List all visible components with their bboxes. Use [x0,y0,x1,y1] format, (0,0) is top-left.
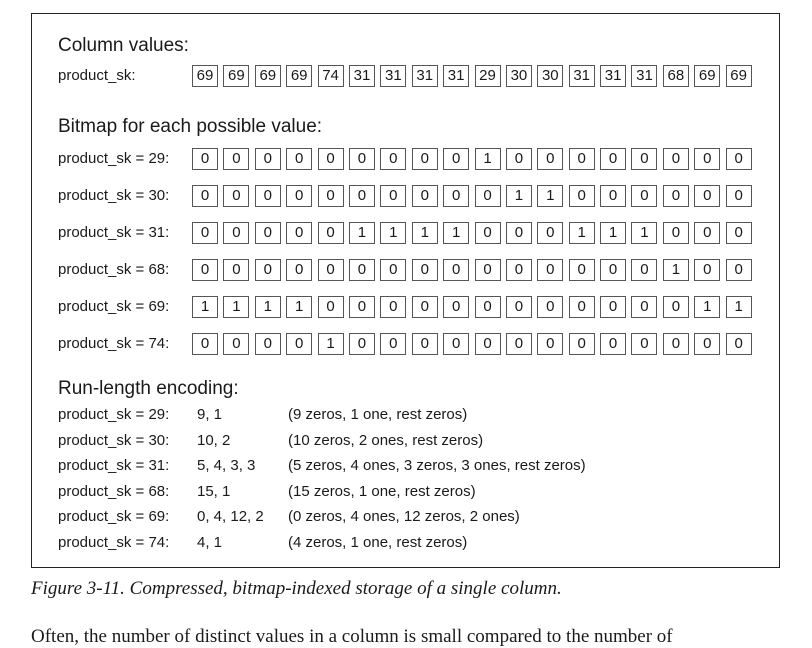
bitmap-cell: 0 [506,259,532,281]
bitmap-cell: 0 [600,333,626,355]
bitmap-cell: 0 [726,259,752,281]
bitmap-cell: 0 [192,185,218,207]
bitmap-cell: 0 [631,185,657,207]
bitmap-cell: 0 [537,222,563,244]
bitmap-cell: 0 [380,259,406,281]
bitmap-cell: 0 [569,333,595,355]
bitmap-cell: 0 [412,296,438,318]
rle-row-description: (10 zeros, 2 ones, rest zeros) [288,431,484,449]
bitmap-cell: 0 [726,222,752,244]
bitmap-cell: 0 [380,148,406,170]
bitmap-cell: 0 [475,333,501,355]
bitmap-cell: 0 [506,222,532,244]
bitmap-cell: 0 [694,185,720,207]
bitmap-cell: 0 [349,148,375,170]
figure-frame [31,13,780,568]
bitmap-cell: 0 [694,148,720,170]
bitmap-row-cells [192,148,757,170]
rle-row-label: product_sk = 30: [58,431,170,449]
bitmap-cell: 0 [223,259,249,281]
column-value-cell: 31 [380,65,406,87]
bitmap-row-cells [192,259,757,281]
column-value-cell: 29 [475,65,501,87]
bitmap-cell: 0 [537,296,563,318]
bitmap-row-label: product_sk = 30: [58,187,170,204]
bitmap-cell: 1 [412,222,438,244]
rle-row-label: product_sk = 74: [58,534,170,551]
bitmap-cell: 0 [569,259,595,281]
bitmap-row-cells [192,296,757,318]
column-value-cell: 69 [726,65,752,87]
bitmap-row-label: product_sk = 74: [58,335,170,352]
bitmap-cell: 0 [506,296,532,318]
bitmap-cell: 0 [349,259,375,281]
bitmap-cell: 0 [412,148,438,170]
rle-row-label: product_sk = 31: [58,457,170,475]
column-value-cell: 74 [318,65,344,87]
bitmap-cell: 0 [318,222,344,244]
column-value-cell: 31 [600,65,626,87]
bitmap-cell: 0 [192,259,218,281]
bitmap-cell: 0 [255,148,281,170]
bitmap-cell: 0 [349,185,375,207]
bitmap-cell: 0 [569,148,595,170]
bitmap-cell: 0 [631,296,657,318]
bitmap-cell: 0 [537,148,563,170]
bitmap-cell: 0 [475,259,501,281]
bitmap-row-label: product_sk = 31: [58,224,170,241]
bitmap-cell: 0 [255,259,281,281]
body-text: Often, the number of distinct values in a column is small compared to the number of [31,626,673,647]
bitmap-row-cells [192,333,757,355]
rle-row-code: 4, 1 [197,534,223,551]
bitmap-row-label: product_sk = 29: [58,150,170,167]
bitmap-cell: 0 [506,148,532,170]
bitmap-cell: 0 [663,222,689,244]
bitmap-cell: 1 [475,148,501,170]
bitmap-cell: 0 [663,148,689,170]
bitmap-cell: 0 [443,148,469,170]
rle-row-description: (5 zeros, 4 ones, 3 zeros, 3 ones, rest zeros) [288,457,586,475]
column-values-label: product_sk: [58,67,136,84]
column-value-cell: 31 [569,65,595,87]
rle-row-description: (4 zeros, 1 one, rest zeros) [288,534,468,551]
bitmap-cell: 0 [286,185,312,207]
bitmap-cell: 0 [443,259,469,281]
bitmap-cell: 0 [412,259,438,281]
bitmap-cell: 0 [412,333,438,355]
bitmap-cell: 0 [223,333,249,355]
column-value-cell: 69 [286,65,312,87]
bitmap-cell: 0 [349,333,375,355]
bitmap-cell: 1 [569,222,595,244]
bitmap-cell: 1 [380,222,406,244]
column-value-cell: 69 [255,65,281,87]
bitmap-cell: 0 [380,185,406,207]
bitmap-cell: 1 [255,296,281,318]
bitmap-cell: 0 [443,333,469,355]
column-value-cell: 31 [443,65,469,87]
bitmap-cell: 0 [726,148,752,170]
bitmap-cell: 0 [663,296,689,318]
column-value-cell: 69 [192,65,218,87]
bitmap-cell: 0 [631,148,657,170]
bitmap-cell: 0 [569,296,595,318]
rle-row-label: product_sk = 69: [58,508,170,526]
bitmap-cell: 1 [726,296,752,318]
bitmap-cell: 0 [223,148,249,170]
column-value-cell: 69 [694,65,720,87]
bitmap-cell: 0 [475,296,501,318]
rle-heading: Run-length encoding: [58,378,239,399]
bitmap-cell: 0 [223,185,249,207]
bitmap-cell: 1 [694,296,720,318]
bitmap-cell: 0 [443,296,469,318]
column-value-cell: 31 [631,65,657,87]
bitmap-cell: 1 [443,222,469,244]
column-value-cell: 68 [663,65,689,87]
bitmap-cell: 1 [663,259,689,281]
bitmap-cell: 0 [694,333,720,355]
bitmap-cell: 0 [600,296,626,318]
bitmap-cell: 1 [349,222,375,244]
bitmap-cell: 0 [255,222,281,244]
bitmap-cell: 0 [192,222,218,244]
bitmap-cell: 0 [694,222,720,244]
rle-row-code: 0, 4, 12, 2 [197,508,264,526]
bitmap-cell: 0 [631,333,657,355]
rle-row-description: (9 zeros, 1 one, rest zeros) [288,406,468,423]
bitmap-cell: 0 [443,185,469,207]
bitmap-cell: 0 [318,259,344,281]
bitmap-cell: 0 [600,185,626,207]
bitmap-cell: 0 [223,222,249,244]
bitmap-cell: 0 [631,259,657,281]
bitmap-cell: 0 [255,185,281,207]
bitmap-cell: 0 [569,185,595,207]
column-value-cell: 31 [349,65,375,87]
bitmap-cell: 0 [600,148,626,170]
bitmap-cell: 0 [380,296,406,318]
bitmap-cell: 0 [286,148,312,170]
column-value-cell: 69 [223,65,249,87]
column-value-cell: 30 [537,65,563,87]
bitmap-cell: 1 [192,296,218,318]
bitmap-cell: 0 [694,259,720,281]
bitmap-cell: 1 [537,185,563,207]
bitmap-cell: 0 [537,259,563,281]
column-value-cell: 30 [506,65,532,87]
bitmap-cell: 0 [663,333,689,355]
column-values-cells [192,65,757,87]
bitmap-cell: 0 [286,333,312,355]
bitmap-cell: 0 [349,296,375,318]
bitmap-cell: 0 [726,333,752,355]
bitmap-cell: 0 [286,222,312,244]
bitmap-heading: Bitmap for each possible value: [58,116,323,137]
rle-row-description: (15 zeros, 1 one, rest zeros) [288,482,476,500]
bitmap-cell: 1 [631,222,657,244]
bitmap-cell: 0 [192,333,218,355]
bitmap-cell: 0 [537,333,563,355]
figure-caption: Figure 3-11. Compressed, bitmap-indexed storage of a single column. [31,578,562,599]
bitmap-cell: 0 [600,259,626,281]
rle-row-code: 15, 1 [197,482,231,500]
bitmap-cell: 1 [318,333,344,355]
bitmap-row-cells [192,185,757,207]
bitmap-cell: 0 [286,259,312,281]
bitmap-cell: 0 [380,333,406,355]
rle-row-label: product_sk = 68: [58,482,170,500]
bitmap-cell: 0 [506,333,532,355]
bitmap-cell: 0 [663,185,689,207]
column-values-heading: Column values: [58,35,189,56]
bitmap-cell: 1 [223,296,249,318]
bitmap-cell: 0 [192,148,218,170]
bitmap-cell: 0 [318,296,344,318]
rle-row-description: (0 zeros, 4 ones, 12 zeros, 2 ones) [288,508,520,526]
bitmap-cell: 0 [318,148,344,170]
bitmap-cell: 0 [255,333,281,355]
bitmap-row-label: product_sk = 69: [58,298,170,315]
rle-row-label: product_sk = 29: [58,406,170,423]
bitmap-cell: 0 [726,185,752,207]
bitmap-cell: 1 [286,296,312,318]
bitmap-row-label: product_sk = 68: [58,261,170,278]
bitmap-cell: 1 [506,185,532,207]
bitmap-cell: 1 [600,222,626,244]
bitmap-cell: 0 [412,185,438,207]
column-value-cell: 31 [412,65,438,87]
bitmap-cell: 0 [475,222,501,244]
rle-row-code: 5, 4, 3, 3 [197,457,256,475]
bitmap-cell: 0 [475,185,501,207]
rle-row-code: 9, 1 [197,406,223,423]
bitmap-cell: 0 [318,185,344,207]
rle-row-code: 10, 2 [197,431,231,449]
bitmap-row-cells [192,222,757,244]
